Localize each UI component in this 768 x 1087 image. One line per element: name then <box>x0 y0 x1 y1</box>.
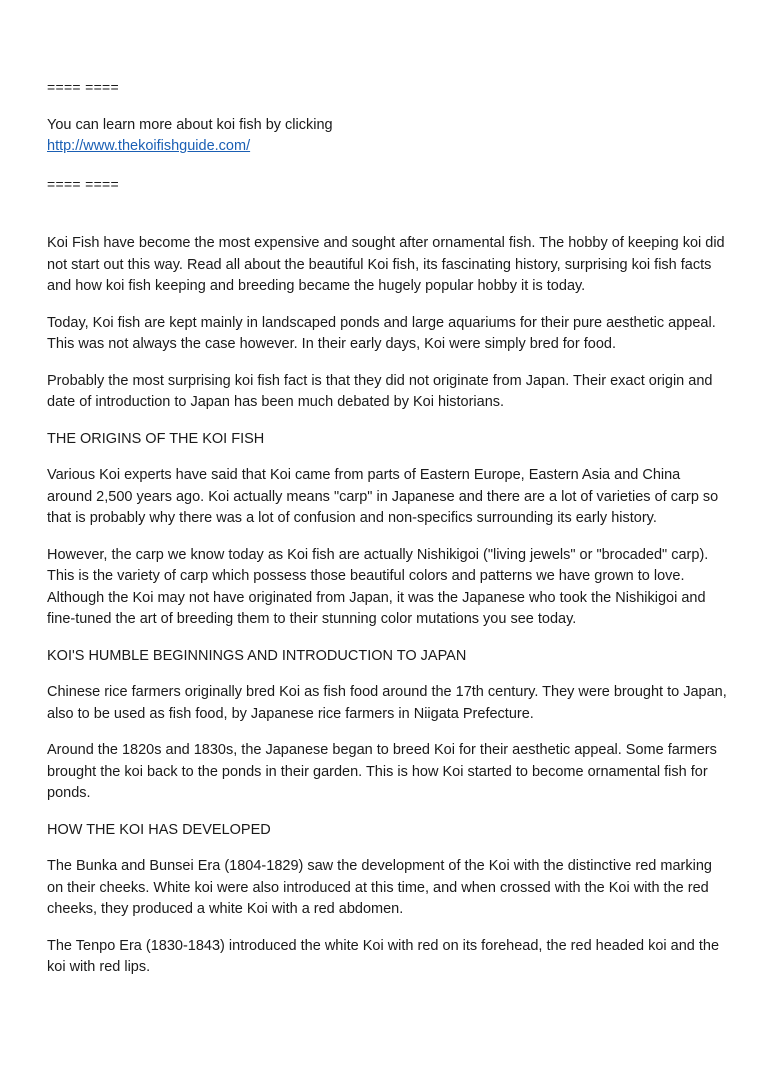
document-page <box>47 77 727 994</box>
paragraph: The Tenpo Era (1830-1843) introduced the white Koi with red on its forehead, the red headed koi and the koi with red lips. <box>47 937 720 975</box>
paragraph: Koi Fish have become the most expensive and sought after ornamental fish. The hobby of keeping koi did not start out this way. Read all about the beautiful Koi fish, its fascinating history, surprising koi fish facts and how koi fish keeping and breeding became the hugely popular hobby it is today. <box>47 235 725 294</box>
paragraph: However, the carp we know today as Koi fish are actually Nishikigoi ("living jewels" or "brocaded" carp). This is the variety of carp which possess those beautiful colors and patterns we have grown to love. Although the Koi may not have originated from Japan, it was the Japanese who took the Nishikigoi and fine-tuned the art of breeding them to their stunning color mutations you see today. <box>47 546 709 627</box>
koi-guide-link[interactable]: http://www.thekoifishguide.com/ <box>47 138 251 154</box>
section-heading: KOI'S HUMBLE BEGINNINGS AND INTRODUCTION TO JAPAN <box>47 647 467 664</box>
separator-bottom: ==== ==== <box>47 176 119 192</box>
paragraph: Around the 1820s and 1830s, the Japanese began to breed Koi for their aesthetic appeal. Some farmers brought the koi back to the ponds in their garden. This is how Koi started to become ornamental fish for ponds. <box>47 742 717 801</box>
paragraph: Today, Koi fish are kept mainly in landscaped ponds and large aquariums for their pure aesthetic appeal. This was not always the case however. In their early days, Koi were simply bred for food. <box>47 314 716 352</box>
intro-text: You can learn more about koi fish by clicking <box>47 117 333 133</box>
section-heading: HOW THE KOI HAS DEVELOPED <box>47 821 271 838</box>
paragraph: Chinese rice farmers originally bred Koi as fish food around the 17th century. They were brought to Japan, also to be used as fish food, by Japanese rice farmers in Niigata Prefecture. <box>47 684 727 722</box>
section-heading: THE ORIGINS OF THE KOI FISH <box>47 430 265 447</box>
separator-top: ==== ==== <box>47 79 119 95</box>
paragraph: Probably the most surprising koi fish fact is that they did not originate from Japan. Their exact origin and date of introduction to Japan has been much debated by Koi historians. <box>47 372 713 410</box>
intro-paragraph <box>47 115 727 157</box>
article-body <box>47 233 727 979</box>
paragraph: Various Koi experts have said that Koi came from parts of Eastern Europe, Eastern Asia and China around 2,500 years ago. Koi actually means "carp" in Japanese and there are a lot of varieties of carp so that is probably why there was a lot of confusion and non-specifics surrounding its early history. <box>47 467 719 526</box>
paragraph: The Bunka and Bunsei Era (1804-1829) saw the development of the Koi with the distinctive red marking on their cheeks. White koi were also introduced at this time, and when crossed with the Koi with the red cheeks, they produced a white Koi with a red abdomen. <box>47 858 712 917</box>
